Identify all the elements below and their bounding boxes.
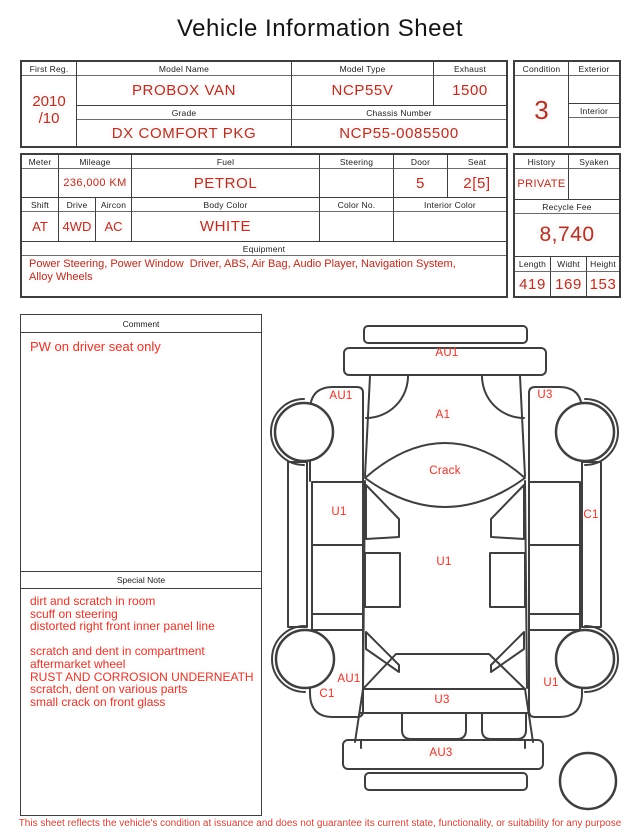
damage-label-u1: U1	[331, 506, 347, 518]
seat-header: Seat	[448, 155, 506, 169]
drive-header: Drive	[59, 198, 96, 212]
damage-label-u3: U3	[434, 694, 450, 706]
fuel-value: PETROL	[132, 169, 320, 198]
damage-label-u3: U3	[537, 389, 553, 401]
length-value: 419	[515, 272, 551, 296]
model-type-header: Model Type	[292, 62, 434, 76]
damage-label-c1: C1	[583, 509, 599, 521]
id-grid	[77, 62, 506, 146]
special-note-line: small crack on front glass	[30, 694, 166, 709]
interior-value	[569, 118, 619, 144]
damage-label-u1: U1	[543, 677, 559, 689]
model-name-header: Model Name	[77, 62, 292, 76]
special-note-line: scratch and dent in compartment	[30, 644, 205, 659]
history-header: History	[515, 155, 569, 169]
door-value: 5	[394, 169, 448, 198]
condition-table	[513, 60, 621, 148]
special-note-header: Special Note	[21, 571, 261, 589]
damage-label-u1: U1	[436, 556, 452, 568]
model-name-value: PROBOX VAN	[77, 76, 292, 106]
diagram-labels-layer	[265, 315, 640, 815]
condition-value: 3	[534, 94, 549, 125]
grade-value: DX COMFORT PKG	[77, 120, 292, 146]
door-header: Door	[394, 155, 448, 169]
body-color-header: Body Color	[132, 198, 320, 212]
history-value: PRIVATE	[515, 169, 569, 200]
height-header: Height	[587, 257, 619, 272]
exterior-header: Exterior	[569, 62, 619, 76]
model-type-value: NCP55V	[292, 76, 434, 106]
exterior-interior-column	[569, 62, 619, 146]
first-reg-year: 2010	[32, 93, 66, 110]
steering-value	[320, 169, 394, 198]
steering-header: Steering	[320, 155, 394, 169]
condition-header: Condition	[515, 62, 568, 76]
exhaust-value: 1500	[434, 76, 506, 106]
vehicle-id-table	[20, 60, 508, 148]
first-reg-column	[22, 62, 77, 146]
damage-label-crack: Crack	[429, 465, 461, 477]
damage-label-c1: C1	[319, 688, 335, 700]
special-note-line: RUST AND CORROSION UNDERNEATH	[30, 669, 254, 684]
syaken-header: Syaken	[569, 155, 619, 169]
equipment-line-2: Alloy Wheels	[29, 271, 93, 283]
special-note-line: scratch, dent on various parts	[30, 682, 188, 697]
chassis-number-header: Chassis Number	[292, 106, 506, 120]
shift-value: AT	[22, 212, 59, 242]
aircon-value: AC	[96, 212, 132, 242]
special-note-line: dirt and scratch in room	[30, 594, 156, 608]
special-note-line: aftermarket wheel	[30, 656, 126, 671]
exhaust-header: Exhaust	[434, 62, 506, 76]
history-fee-table	[513, 153, 621, 298]
interior-color-value	[394, 212, 506, 242]
damage-label-au1: AU1	[435, 347, 459, 359]
shift-header: Shift	[22, 198, 59, 212]
mileage-header: Mileage	[59, 155, 132, 169]
body-color-value: WHITE	[132, 212, 320, 242]
car-damage-diagram	[265, 315, 640, 815]
color-no-header: Color No.	[320, 198, 394, 212]
meter-header: Meter	[22, 155, 59, 169]
equipment-list	[22, 256, 506, 286]
width-header: Widht	[551, 257, 587, 272]
interior-header: Interior	[569, 104, 619, 118]
damage-label-au3: AU3	[429, 747, 453, 759]
equipment-header: Equipment	[22, 242, 506, 256]
width-value: 169	[551, 272, 587, 296]
special-note-line: distorted right front inner panel line	[30, 619, 215, 634]
recycle-fee-value: 8,740	[515, 214, 619, 257]
equipment-line-1: Power Steering, Power Window Driver, ABS, Air Bag, Audio Player, Navigation System,	[29, 258, 456, 270]
chassis-number-value: NCP55-0085500	[339, 124, 459, 142]
condition-column	[515, 62, 569, 146]
comment-header: Comment	[21, 315, 261, 333]
exterior-value	[569, 76, 619, 104]
meter-value	[22, 169, 59, 198]
special-note-line: scuff on steering	[30, 606, 118, 621]
syaken-value	[569, 169, 619, 200]
recycle-fee-header: Recycle Fee	[515, 200, 619, 214]
mileage-value: 236,000 KM	[59, 169, 132, 198]
seat-value: 2[5]	[448, 169, 506, 198]
aircon-header: Aircon	[96, 198, 132, 212]
special-note-lines	[30, 595, 257, 708]
grade-header: Grade	[77, 106, 292, 120]
drive-value: 4WD	[59, 212, 96, 242]
comment-text: PW on driver seat only	[30, 339, 161, 354]
height-value: 153	[589, 275, 617, 293]
disclaimer-text: This sheet reflects the vehicle's condition at issuance and does not guarantee its current state, functionality, or suitability for any purpose	[18, 818, 622, 829]
comment-box	[20, 314, 262, 816]
first-reg-month: /10	[38, 110, 60, 127]
damage-label-a1: A1	[435, 409, 451, 421]
damage-label-au1: AU1	[329, 390, 353, 402]
specs-table	[20, 153, 508, 298]
first-reg-value	[32, 93, 65, 127]
length-header: Length	[515, 257, 551, 272]
color-no-value	[320, 212, 394, 242]
damage-label-au1: AU1	[337, 673, 361, 685]
page-title: Vehicle Information Sheet	[176, 15, 463, 42]
fuel-header: Fuel	[132, 155, 320, 169]
interior-color-header: Interior Color	[394, 198, 506, 212]
first-reg-header: First Reg.	[22, 62, 76, 76]
